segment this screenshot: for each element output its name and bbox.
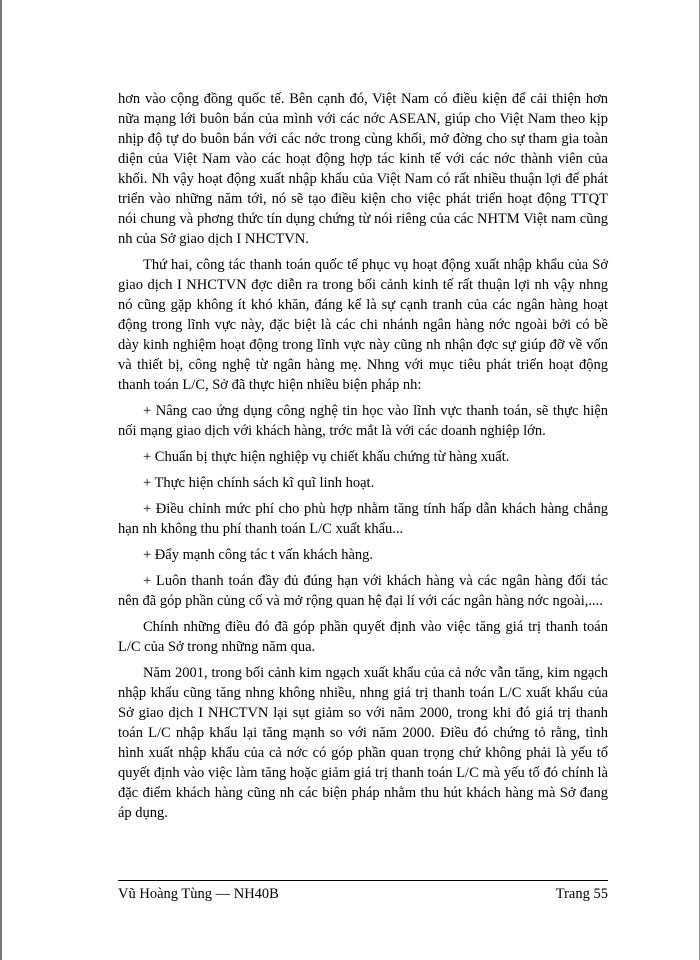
list-item-fees: + Điều chỉnh mức phí cho phù hợp nhằm tăng tính hấp dẫn khách hàng chẳng hạn nh không thu phí thanh toán L/C xuất khẩu...	[118, 501, 608, 537]
body-text	[118, 89, 608, 829]
list-item-deposit-policy: + Thực hiện chính sách kĩ quĩ linh hoạt.	[143, 475, 375, 491]
paragraph-continuation: hơn vào cộng đồng quốc tế. Bên cạnh đó, Việt Nam có điều kiện để cải thiện hơn nữa mạng lới buôn bán của mình với các nớc ASEAN, giúp cho Việt Nam theo kịp nhịp độ tự do buôn bán với các nớc trong cùng khối, mở đờng cho sự tham gia toàn diện của Việt Nam vào các hoạt động hợp tác kinh tế với các nớc thành viên của khối. Nh vậy hoạt động xuất nhập khẩu của Việt Nam có rất nhiều thuận lợi để phát triển vào những năm tới, nó sẽ tạo điều kiện cho việc phát triển hoạt động TTQT nói chung và phơng thức tín dụng chứng từ nói riêng của các NHTM Việt nam cũng nh của Sở giao dịch I NHCTVN.	[118, 91, 608, 247]
list-item-payment: + Luôn thanh toán đầy đủ đúng hạn với khách hàng và các ngân hàng đối tác nên đã góp phần củng cố và mở rộng quan hệ đại lí với các ngân hàng nớc ngoài,....	[118, 573, 608, 609]
list-item-consulting: + Đẩy mạnh công tác t vấn khách hàng.	[143, 547, 374, 563]
list-item-discount: + Chuẩn bị thực hiện nghiệp vụ chiết khấu chứng từ hàng xuất.	[143, 449, 510, 465]
footer-rule	[118, 880, 608, 881]
footer	[118, 886, 608, 903]
footer-page-number: Trang 55	[555, 886, 608, 902]
footer-author: Vũ Hoàng Tùng — NH40B	[118, 886, 279, 902]
paragraph-second-point: Thứ hai, công tác thanh toán quốc tế phục vụ hoạt động xuất nhập khẩu của Sở giao dịch I NHCTVN đợc diễn ra trong bối cảnh kinh tế rất thuận lợi nh vậy nhng nó cũng gặp không ít khó khăn, đáng kể là sự cạnh tranh của các ngân hàng hoạt động trong lĩnh vực này, đặc biệt là các chi nhánh ngân hàng nớc ngoài bởi có bề dày kinh nghiệm hoạt động trong lĩnh vực này cũng nh nhận đợc sự giúp đỡ về vốn và thiết bị, công nghệ từ ngân hàng mẹ. Nhng với mục tiêu phát triển hoạt động thanh toán L/C, Sở đã thực hiện nhiều biện pháp nh:	[118, 257, 608, 393]
paragraph-year-2001: Năm 2001, trong bối cảnh kim ngạch xuất khẩu của cả nớc vẫn tăng, kim ngạch nhập khẩu cũng tăng nhng không nhiều, nhng giá trị thanh toán L/C xuất khẩu của Sở giao dịch I NHCTVN lại sụt giảm so với năm 2000, trong khi đó giá trị thanh toán L/C nhập khẩu lại tăng mạnh so với năm 2000. Điều đó chứng tỏ rằng, tình hình xuất nhập khẩu của cả nớc có góp phần quan trọng chứ không phải là yếu tố quyết định vào việc làm tăng hoặc giảm giá trị thanh toán L/C mà yếu tố đó chính là đặc điểm khách hàng cũng nh các biện pháp nhằm thu hút khách hàng mà Sở đang áp dụng.	[118, 665, 608, 821]
paragraph-conclusion: Chính những điều đó đã góp phần quyết định vào việc tăng giá trị thanh toán L/C của Sở trong những năm qua.	[118, 619, 608, 655]
list-item-technology: + Nâng cao ứng dụng công nghệ tin học vào lĩnh vực thanh toán, sẽ thực hiện nối mạng giao dịch với khách hàng, trớc mắt là với các doanh nghiệp lớn.	[118, 403, 608, 439]
